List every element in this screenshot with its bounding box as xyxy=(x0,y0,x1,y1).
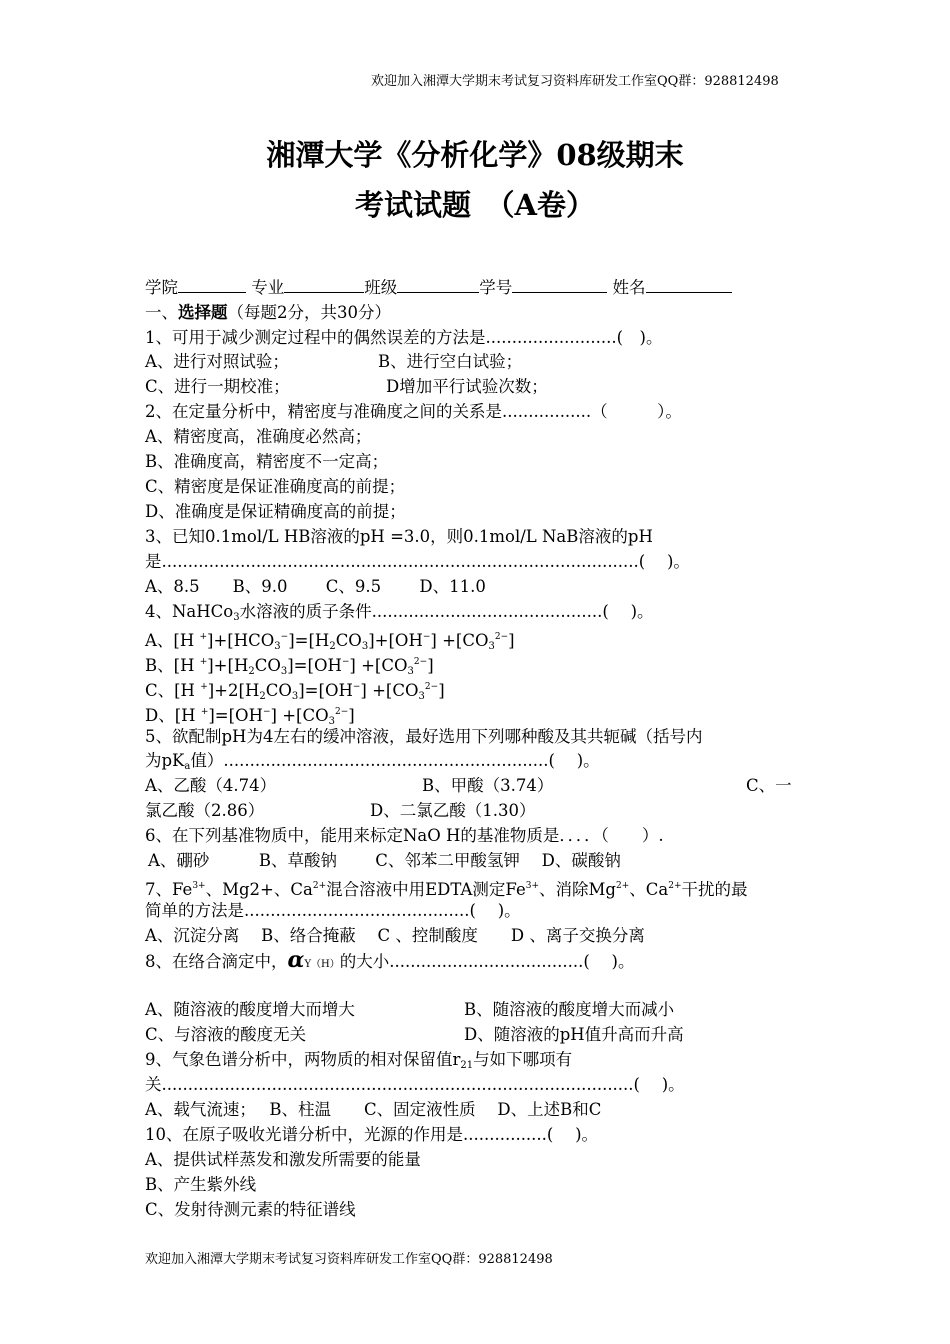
student-id-label: 学号 xyxy=(479,278,513,297)
q5-stem2-pre: 为pK xyxy=(145,751,185,770)
major-blank[interactable] xyxy=(284,278,364,293)
q2-option-c: C、精密度是保证准确度高的前提； xyxy=(145,477,406,496)
student-id-blank[interactable] xyxy=(512,278,607,293)
q5-stem2-sub: a xyxy=(184,761,191,772)
section1-note: （每题2分，共30分） xyxy=(227,303,391,322)
section1-name: 选择题 xyxy=(178,303,228,322)
name-label: 姓名 xyxy=(612,278,646,297)
section1-prefix: 一、 xyxy=(145,303,178,322)
q10-option-b: B、产生紫外线 xyxy=(145,1175,257,1194)
q9-stem1-sub: 21 xyxy=(460,1060,474,1071)
q9-options: A、载气流速； B、柱温 C、固定液性质 D、上述B和C xyxy=(145,1100,602,1119)
q6-stem: 6、在下列基准物质中，能用来标定NaO H的基准物质是．．．．（ ）. xyxy=(145,826,664,845)
class-blank[interactable] xyxy=(397,278,479,293)
q7-stem-line2: 简单的方法是...........................................( )。 xyxy=(145,901,521,920)
class-label: 班级 xyxy=(364,278,398,297)
q2-option-a: A、精密度高，准确度必然高； xyxy=(145,427,372,446)
q5-option-d: D、二氯乙酸（1.30） xyxy=(370,801,536,820)
q2-stem: 2、在定量分析中，精密度与准确度之间的关系是.................（ ）。 xyxy=(145,402,682,421)
q9-stem-line1 xyxy=(145,1050,572,1076)
q4-stem-post: 水溶液的质子条件............................................( )。 xyxy=(239,602,654,621)
q7-stem-line1: 7、$Fe^{3+}$、Mg2+、$Ca^{2+}$混合溶液中用EDTA测定$Fe^{3+}$、消除$Mg^{2+}$、$Ca^{2+}$干扰的最 xyxy=(145,880,748,899)
q6-options: A、硼砂 B、草酸钠 C、邻苯二甲酸氢钾 D、碳酸钠 xyxy=(148,851,621,870)
q8-stem-post: 的大小.....................................( )。 xyxy=(339,952,635,971)
q5-stem-line1: 5、欲配制pH为4左右的缓冲溶液，最好选用下列哪种酸及其共轭碱（括号内 xyxy=(145,727,703,746)
q8-option-a: A、随溶液的酸度增大而增大 xyxy=(145,1000,355,1019)
q4-stem-sub: 3 xyxy=(233,612,240,623)
q9-stem1-post: 与如下哪项有 xyxy=(473,1050,573,1069)
q5-stem2-post: 值）..............................................................( )。 xyxy=(190,751,600,770)
q8-option-d: D、随溶液的pH值升高而升高 xyxy=(464,1025,684,1044)
q5-stem-line2 xyxy=(145,751,600,777)
q3-stem-line2: 是...........................................................................................( )。 xyxy=(145,552,690,571)
page-header: 欢迎加入湘潭大学期末考试复习资料库研发工作室QQ群：928812498 xyxy=(371,74,779,89)
q1-stem: 1、可用于减少测定过程中的偶然误差的方法是.........................( )。 xyxy=(145,328,663,347)
q8-option-c: C、与溶液的酸度无关 xyxy=(145,1025,307,1044)
name-blank[interactable] xyxy=(646,278,732,293)
q8-stem-pre: 8、在络合滴定中， xyxy=(145,952,288,971)
q8-option-b: B、随溶液的酸度增大而减小 xyxy=(464,1000,675,1019)
q10-option-c: C、发射待测元素的特征谱线 xyxy=(145,1200,356,1219)
q1-option-a: A、进行对照试验； xyxy=(145,352,289,371)
q4-option-c: C、[H $^+]+2[H_2CO_3]=[OH^-] +[CO_3^{2-}]$ xyxy=(145,681,445,702)
q4-option-a: A、[H $^+]+[HCO_3^-]=[H_2CO_3]+[OH^-] +[CO_3^{2-}]$ xyxy=(145,631,515,652)
page-title-line1: 湘潭大学《分析化学》08级期末 xyxy=(266,138,684,172)
page-footer: 欢迎加入湘潭大学期末考试复习资料库研发工作室QQ群：928812498 xyxy=(145,1252,553,1267)
q7-options: A、沉淀分离 B、络合掩蔽 C 、控制酸度 D 、离子交换分离 xyxy=(145,926,645,945)
q4-stem-pre: 4、NaHCo xyxy=(145,602,234,621)
q2-option-b: B、准确度高，精密度不一定高； xyxy=(145,452,389,471)
q3-stem-line1: 3、已知0.1mol/L HB溶液的pH =3.0，则0.1mol/L NaB溶液的pH xyxy=(145,527,653,546)
q10-stem: 10、在原子吸收光谱分析中，光源的作用是................( )。 xyxy=(145,1125,599,1144)
q5-option-c-pre: C、一 xyxy=(746,776,792,795)
q2-option-d: D、准确度是保证精确度高的前提； xyxy=(145,502,406,521)
student-info-line xyxy=(145,278,732,298)
q5-option-b: B、甲酸（3.74） xyxy=(422,776,554,795)
college-label: 学院 xyxy=(145,278,178,297)
q1-option-b: B、进行空白试验； xyxy=(378,352,523,371)
q9-stem-line2: 关..........................................................................................( )。 xyxy=(145,1075,685,1094)
college-blank[interactable] xyxy=(178,278,246,293)
q4-option-d: D、[H $^+]=[OH^-] +[CO_3^{2-}]$ xyxy=(145,706,355,727)
q5-option-c-post: 氯乙酸（2.86） xyxy=(145,801,265,820)
q9-stem1-pre: 9、气象色谱分析中，两物质的相对保留值r xyxy=(145,1050,461,1069)
q1-option-d: D增加平行试验次数； xyxy=(386,377,548,396)
q8-stem xyxy=(145,947,635,975)
q1-option-c: C、进行一期校准； xyxy=(145,377,290,396)
major-label: 专业 xyxy=(251,278,285,297)
page-title-line2: 考试试题 （A卷） xyxy=(354,188,595,222)
q4-stem xyxy=(145,602,654,628)
alpha-symbol: α xyxy=(287,947,305,973)
q3-options: A、8.5 B、9.0 C、9.5 D、11.0 xyxy=(145,577,486,596)
q4-option-b: B、[H $^+]+[H_2CO_3]=[OH^-] +[CO_3^{2-}]$ xyxy=(145,656,434,677)
section1-heading xyxy=(145,303,391,323)
q5-option-a: A、乙酸（4.74） xyxy=(145,776,277,795)
q10-option-a: A、提供试样蒸发和激发所需要的能量 xyxy=(145,1150,421,1169)
alpha-subscript: Y（H） xyxy=(304,959,340,970)
